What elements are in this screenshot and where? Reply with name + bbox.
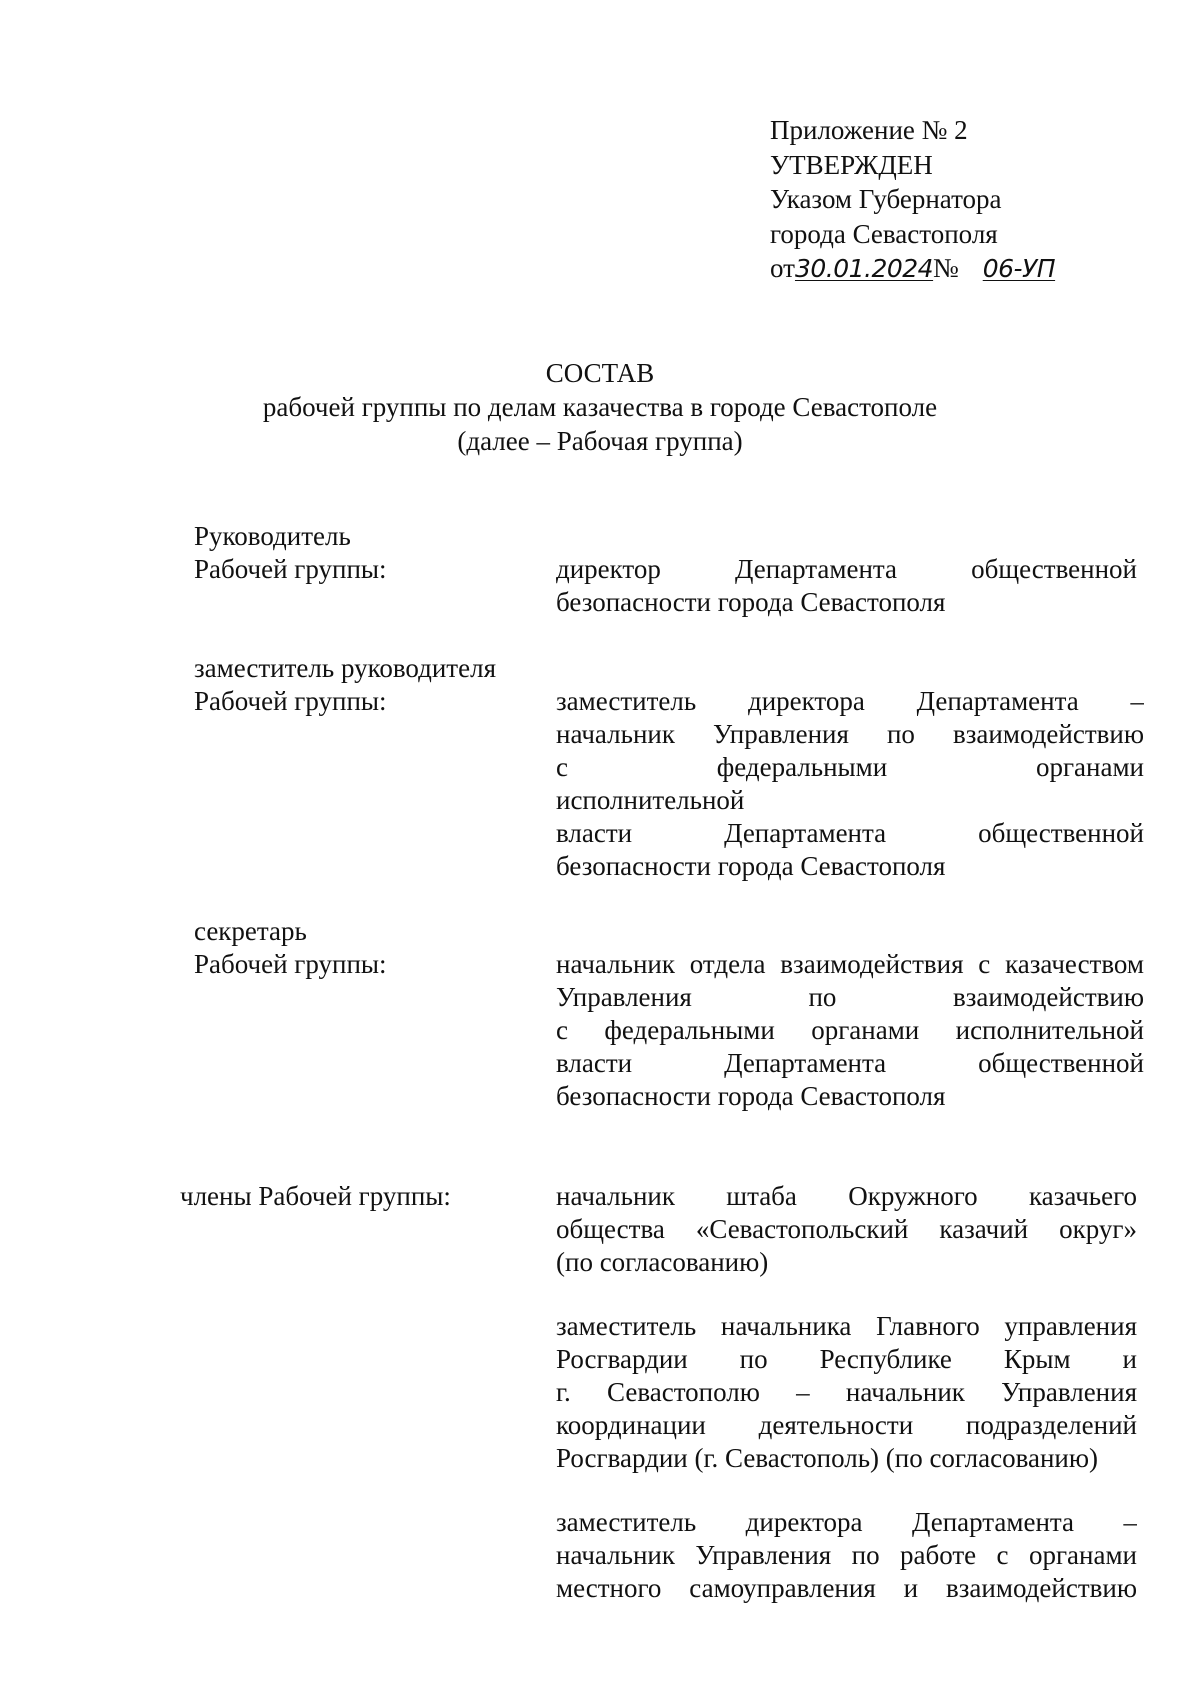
desc-line: Росгвардии по Республике Крым и	[556, 1344, 1137, 1374]
role-label-line: члены Рабочей группы:	[180, 1181, 451, 1211]
member-3	[556, 1506, 1137, 1605]
desc-line: исполнительной	[556, 785, 745, 815]
role-label-deputy	[194, 652, 496, 718]
desc-line: начальник Управления по взаимодействию	[556, 719, 1144, 749]
approval-block	[770, 113, 1129, 287]
desc-line: местного самоуправления и взаимодействию	[556, 1573, 1137, 1603]
decree-label: Указом Губернатора	[770, 184, 1002, 214]
member-2	[556, 1310, 1137, 1475]
desc-line: начальник штаба Окружного казачьего	[556, 1181, 1137, 1211]
desc-line: безопасности города Севастополя	[556, 851, 946, 881]
approved-label: УТВЕРЖДЕН	[770, 149, 933, 180]
role-desc-head	[556, 553, 1137, 619]
desc-line: г. Севастополю – начальник Управления	[556, 1377, 1137, 1407]
desc-line: власти Департамента общественной	[556, 818, 1144, 848]
role-label-line: Рабочей группы:	[194, 949, 387, 979]
date-number-line	[770, 251, 1129, 287]
desc-line: заместитель начальника Главного управления	[556, 1311, 1137, 1341]
desc-line: с федеральными органами	[556, 752, 1144, 782]
desc-line: Росгвардии (г. Севастополь) (по согласованию)	[556, 1443, 1099, 1473]
role-label-line: Рабочей группы:	[194, 686, 387, 716]
desc-line: власти Департамента общественной	[556, 1048, 1144, 1078]
handwritten-date: 30.01.2024	[794, 254, 934, 283]
desc-line: с федеральными органами исполнительной	[556, 1015, 1144, 1045]
role-label-line: секретарь	[194, 916, 307, 946]
desc-line: безопасности города Севастополя	[556, 1081, 946, 1111]
desc-line: (по согласованию)	[556, 1247, 769, 1277]
desc-line: общества «Севастопольский казачий округ»	[556, 1214, 1137, 1244]
role-label-line: Руководитель	[194, 521, 351, 551]
appendix-number: Приложение № 2	[770, 115, 968, 145]
desc-line: Управления по взаимодействию	[556, 982, 1144, 1012]
desc-line: директор Департамента общественной	[556, 554, 1137, 584]
title-heading: СОСТАВ	[545, 358, 655, 388]
desc-line: начальник Управления по работе с органами	[556, 1540, 1137, 1570]
role-label-members	[180, 1180, 451, 1213]
member-1	[556, 1180, 1137, 1279]
role-label-line: Рабочей группы:	[194, 554, 387, 584]
role-desc-secretary	[556, 948, 1144, 1113]
city-label: города Севастополя	[770, 218, 998, 249]
desc-line: безопасности города Севастополя	[556, 587, 946, 617]
role-label-secretary	[194, 915, 387, 981]
role-label-head	[194, 520, 387, 586]
desc-line: заместитель директора Департамента –	[556, 1507, 1137, 1537]
title-subtitle-1: рабочей группы по делам казачества в городе Севастополе	[262, 392, 938, 422]
desc-line: начальник отдела взаимодействия с казачеством	[556, 949, 1144, 979]
desc-line: заместитель директора Департамента –	[556, 686, 1144, 716]
number-sign: №	[932, 253, 959, 283]
role-label-line: заместитель руководителя	[194, 653, 496, 683]
date-prefix: от	[770, 253, 795, 283]
role-desc-deputy	[556, 685, 1144, 883]
document-title	[0, 356, 1200, 458]
title-subtitle-2: (далее – Рабочая группа)	[457, 426, 743, 456]
desc-line: координации деятельности подразделений	[556, 1410, 1137, 1440]
handwritten-number: 06-УП	[982, 254, 1056, 283]
